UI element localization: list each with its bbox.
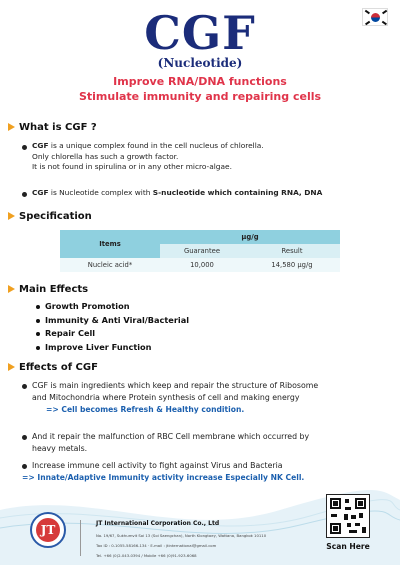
bullet-icon <box>22 435 27 440</box>
bullet-icon <box>22 192 27 197</box>
page-title: CGF <box>144 6 256 60</box>
company-tax-email: Tax ID : 0-1055-58166-134 · E-mail : jtinternational@gmail.com <box>96 543 217 548</box>
company-name: JT International Corporation Co., Ltd <box>96 520 220 527</box>
table-header-result: Result <box>244 244 340 258</box>
bullet-icon <box>22 384 27 389</box>
effects-highlight-2: => Innate/Adaptive Immunity activity increase Especially NK Cell. <box>22 473 305 482</box>
list-item: Growth Promotion <box>36 300 189 314</box>
arrow-icon <box>8 363 15 371</box>
headline <box>0 74 400 104</box>
qr-code-icon[interactable] <box>326 494 370 538</box>
company-phone: Tel. +66 (0)2-043-0394 / Mobile +66 (0)91-923-6068 <box>96 553 197 558</box>
arrow-icon <box>8 123 15 131</box>
section-what-is <box>8 122 97 133</box>
section-what-is-heading: What is CGF ? <box>19 122 97 133</box>
section-effects <box>8 362 98 373</box>
cgf-bold: CGF <box>32 141 49 150</box>
headline-line-1: Improve RNA/DNA functions <box>113 75 287 88</box>
table-cell-guarantee: 10,000 <box>160 258 244 272</box>
company-address: No. 19/67, Sukhumvit Soi 13 (Soi Saengchan), North Klongtoey, Wattana, Bangkok 10110 <box>96 533 267 538</box>
table-header-guarantee: Guarantee <box>160 244 244 258</box>
bullet-icon <box>22 145 27 150</box>
effects-paragraph-1: CGF is main ingredients which keep and repair the structure of Ribosome and Mitochondria where Protein synthesis of cell and making energy => Cell becomes Refresh & Healthy condition. <box>32 380 382 416</box>
headline-line-2: Stimulate immunity and repairing cells <box>78 90 322 103</box>
what-is-paragraph-2: CGF is Nucleotide complex with S-nucleotide which containing RNA, DNA <box>32 188 323 197</box>
specification-table <box>60 230 340 272</box>
footer-divider <box>80 520 81 556</box>
effects-paragraph-3: Increase immune cell activity to fight against Virus and Bacteria => Innate/Adaptive Immunity activity increase Especially NK Cell. <box>32 460 382 484</box>
table-cell-result: 14,580 µg/g <box>244 258 340 272</box>
section-specification <box>8 211 92 222</box>
section-specification-heading: Specification <box>19 211 92 222</box>
section-main-effects-heading: Main Effects <box>19 284 89 295</box>
section-effects-heading: Effects of CGF <box>19 362 98 373</box>
arrow-icon <box>8 212 15 220</box>
cgf-bold: CGF <box>32 188 49 197</box>
scan-here-label: Scan Here <box>326 542 370 551</box>
arrow-icon <box>8 285 15 293</box>
list-item: Immunity & Anti Viral/Bacterial <box>36 314 189 328</box>
page-subtitle: (Nucleotide) <box>157 56 243 70</box>
section-main-effects <box>8 284 88 295</box>
table-header-unit: µg/g <box>160 230 340 244</box>
list-item: Repair Cell <box>36 327 189 341</box>
bullet-icon <box>22 464 27 469</box>
what-is-paragraph-1: CGF is a unique complex found in the cell nucleus of chlorella. Only chlorella has such a growth factor. It is not found in spirulina or in any other micro-algae. <box>32 141 264 171</box>
table-row <box>60 258 340 272</box>
main-effects-list <box>36 300 189 354</box>
effects-highlight-1: => Cell becomes Refresh & Healthy condition. <box>46 405 245 414</box>
table-header-items: Items <box>60 230 160 258</box>
company-logo: JT <box>30 512 66 548</box>
list-item: Improve Liver Function <box>36 341 189 355</box>
table-cell-item: Nucleic acid* <box>60 258 160 272</box>
effects-paragraph-2: And it repair the malfunction of RBC Cell membrane which occurred by heavy metals. <box>32 432 310 453</box>
